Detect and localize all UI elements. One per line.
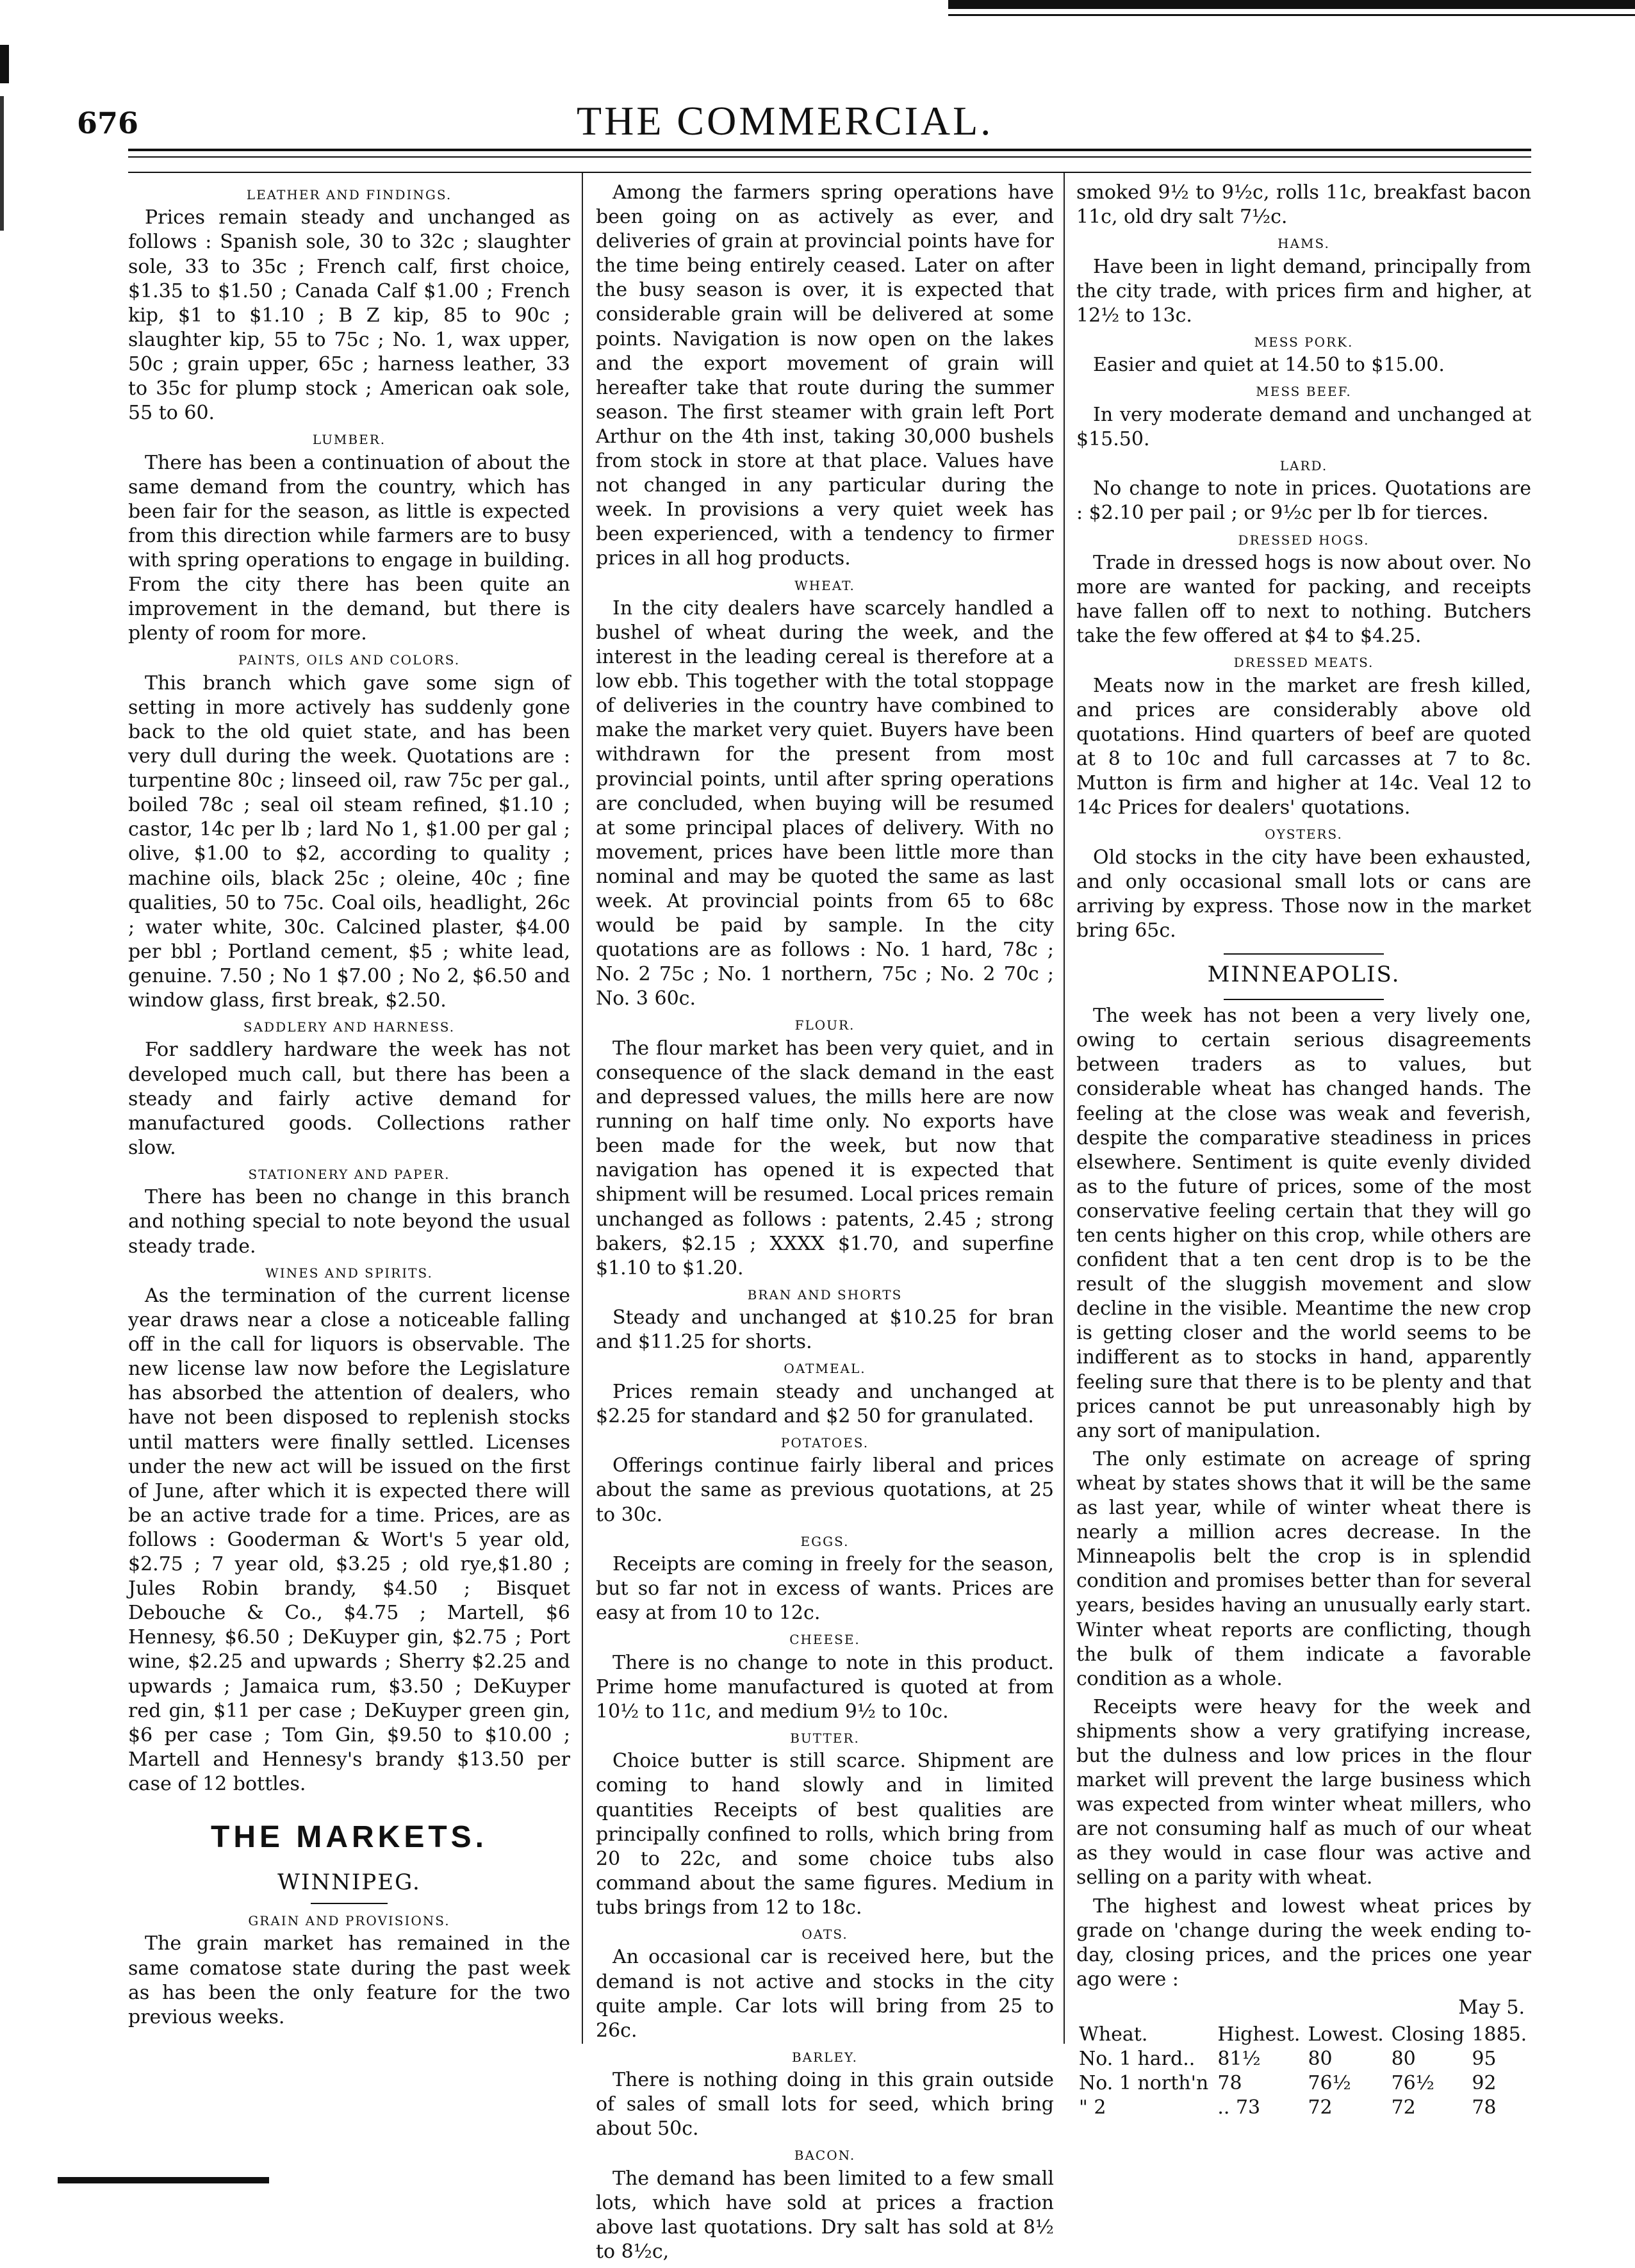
section-text: smoked 9½ to 9½c, rolls 11c, breakfast bacon 11c, old dry salt 7½c.: [1076, 181, 1531, 229]
binding-mark: [0, 45, 9, 83]
table-header-cell: Lowest.: [1308, 2023, 1384, 2046]
section-text: Trade in dressed hogs is now about over. No more are wanted for packing, and receipts have fallen off to next to nothing. Butchers take the few offered at $4 to $4.25.: [1076, 551, 1531, 648]
section-text: No change to note in prices. Quotations are : $2.10 per pail ; or 9½c per lb for tierces.: [1076, 477, 1531, 525]
section-text: Receipts are coming in freely for the season, but so far not in excess of wants. Prices are easy at from 10 to 12c.: [596, 1553, 1054, 1625]
section-rule: [1224, 999, 1384, 1000]
table-row: [1076, 2096, 1531, 2120]
section-heading: WINES AND SPIRITS.: [265, 1265, 433, 1281]
section-heading: OATMEAL.: [784, 1361, 866, 1377]
section-heading: BUTTER.: [790, 1730, 860, 1746]
column-divider: [1064, 173, 1065, 2044]
section-text: The week has not been a very lively one, owing to certain serious disagreements between traders as to values, but considerable wheat has changed hands. The feeling at the close was weak and feverish, despite the comparative steadiness in prices elsewhere. Sentiment is quite evenly divided as to the future of prices, some of the most conservative feeling certain that they will go ten cents higher on this crop, while others are confident that a ten cent drop is to be the result of the sluggish movement and slow decline in the visible. Meantime the new crop is getting closer and the world seems to be indifferent as to stocks in hand, apparently feeling sure that there is to be plenty and that prices cannot be put unreasonably high by any sort of manipulation.: [1076, 1005, 1531, 1442]
section-heading: HAMS.: [1278, 236, 1330, 252]
section-heading: DRESSED MEATS.: [1233, 655, 1374, 671]
section-heading: EGGS.: [800, 1533, 850, 1549]
table-cell: 78: [1472, 2096, 1497, 2119]
table-row: [1076, 2071, 1531, 2096]
section-heading: OATS.: [801, 1927, 848, 1943]
section-text: There has been no change in this branch and nothing special to note beyond the usual steady trade.: [128, 1186, 570, 1258]
city-heading-winnipeg: WINNIPEG.: [277, 1869, 421, 1895]
section-text: Among the farmers spring operations have been going on as actively as ever, and deliveries of grain at provincial points have for the time being entirely ceased. Later on after the busy season is over, it is expected that considerable grain will be delivered at some points. Navigation is now open on the lakes and the export movement of grain will hereafter take that route during the summer season. The first steamer with grain left Port Arthur on the 4th inst, taking 30,000 bushels from stock in store at that place. Values have not changed in any particular during the week. In provisions a very quiet week has been experienced, with a tendency to firmer prices in all hog products.: [596, 181, 1054, 570]
table-cell: 81½: [1217, 2048, 1261, 2071]
wheat-price-table: [1076, 2023, 1531, 2120]
section-heading: LEATHER AND FINDINGS.: [246, 187, 452, 202]
section-text: In very moderate demand and unchanged at $15.50.: [1076, 403, 1531, 450]
section-text: Receipts were heavy for the week and shipments show a very gratifying increase, but the dulness and low prices in the flour market will prevent the large business which was expected from winter wheat millers, who are not consuming half as much of our wheat as they would in case flour was active and selling on a parity with wheat.: [1076, 1695, 1531, 1889]
section-heading: CHEESE.: [789, 1632, 860, 1648]
section-text: The highest and lowest wheat prices by grade on 'change during the week ending to-day, closing prices, and the prices one year ago were :: [1076, 1894, 1531, 1991]
masthead-rule-thin: [128, 156, 1531, 158]
table-header-row: [1076, 2023, 1531, 2047]
section-text: Have been in light demand, principally from the city trade, with prices firm and higher, at 12½ to 13c.: [1076, 255, 1531, 327]
section-heading: STATIONERY AND PAPER.: [248, 1166, 450, 1182]
section-rule: [1224, 953, 1384, 955]
binding-edge: [0, 96, 4, 231]
table-header-cell: Closing: [1391, 2023, 1465, 2046]
table-cell: 92: [1472, 2072, 1497, 2095]
masthead-rule-thick: [128, 149, 1531, 151]
section-heading: BACON.: [794, 2148, 856, 2164]
top-edge-rule: [948, 0, 1635, 9]
table-cell: 78: [1217, 2072, 1242, 2095]
section-text: For saddlery hardware the week has not developed much call, but there has been a steady and fairly active demand for manufactured goods. Collections rather slow.: [128, 1039, 570, 1159]
section-text: The flour market has been very quiet, and in consequence of the slack demand in the east and depressed values, the mills here are now running on half time only. No exports have been made for the week, but now that navigation has opened it is expected that shipment will be resumed. Local prices remain unchanged as follows : patents, 2.45 ; strong bakers, $2.15 ; XXXX $1.70, and superfine $1.10 to $1.20.: [596, 1037, 1054, 1279]
section-text: Meats now in the market are fresh killed, and prices are considerably above old quotations. Hind quarters of beef are quoted at 8 to 10c and full carcasses at 7 to 8c. Mutton is firm and higher at 14c. Veal 12 to 14c Prices for dealers' quotations.: [1076, 674, 1531, 819]
markets-title: THE MARKETS.: [211, 1820, 488, 1854]
table-cell: .. 73: [1217, 2096, 1261, 2119]
section-heading: OYSTERS.: [1265, 826, 1343, 842]
column-divider: [582, 173, 583, 2044]
section-text: Prices remain steady and unchanged at $2.25 for standard and $2 50 for granulated.: [596, 1380, 1054, 1427]
section-heading: LUMBER.: [312, 432, 386, 448]
section-text: Steady and unchanged at $10.25 for bran and $11.25 for shorts.: [596, 1306, 1054, 1354]
column-middle: [596, 181, 1054, 2268]
section-heading: LARD.: [1279, 457, 1328, 473]
section-heading: GRAIN AND PROVISIONS.: [248, 1913, 450, 1929]
city-heading-minneapolis: MINNEAPOLIS.: [1207, 961, 1401, 987]
section-heading: MESS PORK.: [1254, 334, 1354, 350]
top-edge-thin-rule: [948, 14, 1635, 16]
table-cell: 76½: [1391, 2072, 1434, 2095]
section-heading: FLOUR.: [794, 1017, 855, 1033]
column-right: [1076, 181, 1531, 2120]
table-cell: No. 1 north'n: [1079, 2072, 1209, 2095]
section-text: Choice butter is still scarce. Shipment are coming to hand slowly and in limited quantities Receipts of best qualities are principally confined to rolls, which bring from 20 to 22c, and some choice tubs also command about the same figures. Medium in tubs brings from 12 to 18c.: [596, 1750, 1054, 1919]
table-cell: 95: [1472, 2048, 1497, 2071]
section-text: An occasional car is received here, but the demand is not active and stocks in the city quite ample. Car lots will bring from 25 to 26c.: [596, 1946, 1054, 2042]
section-heading: POTATOES.: [780, 1434, 869, 1450]
section-text: There has been a continuation of about the same demand from the country, which has been fair for the season, as little is expected from this direction while farmers are to busy with spring operations to engage in building. From the city there has been quite an improvement in the demand, but there is plenty of room for more.: [128, 451, 570, 645]
table-row: [1076, 2047, 1531, 2071]
section-heading: BRAN AND SHORTS: [747, 1286, 903, 1302]
table-cell: 80: [1391, 2048, 1416, 2071]
section-heading: MESS BEEF.: [1256, 384, 1352, 400]
table-header-cell: Wheat.: [1079, 2023, 1148, 2046]
section-heading: SADDLERY AND HARNESS.: [243, 1019, 456, 1035]
column-top-rule: [128, 172, 1531, 173]
section-text: There is no change to note in this product. Prime home manufactured is quoted at from 10½ to 11c, and medium 9½ to 10c.: [596, 1651, 1054, 1723]
section-text: Old stocks in the city have been exhausted, and only occasional small lots or cans are arriving by express. Those now in the market bring 65c.: [1076, 846, 1531, 942]
section-heading: PAINTS, OILS AND COLORS.: [238, 652, 461, 668]
section-text: The demand has been limited to a few small lots, which have sold at prices a fraction above last quotations. Dry salt has sold at 8½ to 8½c,: [596, 2167, 1054, 2264]
table-cell: 72: [1308, 2096, 1333, 2119]
table-cell: 76½: [1308, 2072, 1351, 2095]
section-heading: BARLEY.: [791, 2049, 859, 2065]
section-text: In the city dealers have scarcely handled a bushel of wheat during the week, and the interest in the leading cereal is therefore at a low ebb. This together with the total stoppage of deliveries in the country have combined to make the market very quiet. Buyers have been withdrawn for the present from most provincial points, until after spring operations are concluded, when buying will be resumed at some principal places of delivery. With no movement, prices have been little more than nominal and may be quoted the same as last week. At provincial points from 65 to 68c would be paid by sample. In the city quotations are as follows : No. 1 hard, 78c ; No. 2 75c ; No. 1 northern, 75c ; No. 2 70c ; No. 3 60c.: [596, 596, 1054, 1010]
section-text: Prices remain steady and unchanged as follows : Spanish sole, 30 to 32c ; slaughter sole, 33 to 35c ; French calf, first choice, $1.35 to $1.50 ; Canada Calf $1.00 ; French kip, $1 to $1.10 ; B Z kip, 85 to 90c ; slaughter kip, 55 to 75c ; No. 1, wax upper, 50c ; grain upper, 65c ; harness leather, 33 to 35c for plump stock ; American oak sole, 55 to 60.: [128, 206, 570, 425]
section-text: This branch which gave some sign of setting in more actively has suddenly gone back to the old quiet state, and has been very dull during the week. Quotations are : turpentine 80c ; linseed oil, raw 75c per gal., boiled 78c ; seal oil steam refined, $1.10 ; castor, 14c per lb ; lard No 1, $1.00 per gal ; olive, $1.00 to $2, according to quality ; machine oils, black 25c ; oleine, 40c ; fine qualities, 50 to 75c. Coal oils, headlight, 26c ; water white, 30c. Calcined plaster, $4.00 per bbl ; Portland cement, $5 ; white lead, genuine. 7.50 ; No 1 $7.00 ; No 2, $6.50 and window glass, first break, $2.50.: [128, 671, 570, 1012]
masthead-title: THE COMMERCIAL.: [577, 98, 994, 144]
table-cell: No. 1 hard..: [1079, 2048, 1195, 2071]
section-text: The grain market has remained in the same comatose state during the past week as has been the only feature for the two previous weeks.: [128, 1932, 570, 2028]
table-header-cell: 1885.: [1472, 2023, 1527, 2046]
section-rule: [311, 1903, 388, 1904]
table-cell: " 2: [1079, 2096, 1106, 2119]
table-header-cell: Highest.: [1217, 2023, 1301, 2046]
section-text: As the termination of the current license year draws near a close a noticeable falling off in the call for liquors is observable. The new license law now before the Legislature has absorbed the attention of dealers, who have not been disposed to replenish stocks until matters were finally settled. Licenses under the new act will be issued on the first of June, after which it is expected there will be an active trade for a time. Prices, are as follows : Gooderman & Wort's 5 year old, $2.75 ; 7 year old, $3.25 ; old rye,$1.80 ; Jules Robin brandy, $4.50 ; Bisquet Debouche & Co., $4.75 ; Martell, $6 Hennesy, $6.50 ; DeKuyper gin, $2.75 ; Port wine, $2.25 and upwards ; Sherry $2.25 and upwards ; Jamaica rum, $3.50 ; DeKuyper red gin, $11 per case ; DeKuyper green gin, $6 per case ; Tom Gin, $9.50 to $10.00 ; Martell and Hennesy's brandy $13.50 per case of 12 bottles.: [128, 1285, 570, 1795]
table-cell: 72: [1391, 2096, 1416, 2119]
section-text: There is nothing doing in this grain outside of sales of small lots for seed, which bring about 50c.: [596, 2069, 1054, 2141]
section-text: Offerings continue fairly liberal and prices about the same as previous quotations, at 25 to 30c.: [596, 1454, 1054, 1526]
dateline: May 5.: [1458, 1996, 1525, 2019]
column-left: [128, 181, 570, 2034]
page-number: 676: [77, 106, 139, 140]
table-cell: 80: [1308, 2048, 1333, 2071]
bottom-edge-mark: [58, 2177, 269, 2183]
section-heading: WHEAT.: [794, 577, 855, 593]
section-text: Easier and quiet at 14.50 to $15.00.: [1093, 354, 1445, 377]
section-heading: DRESSED HOGS.: [1238, 532, 1370, 548]
section-text: The only estimate on acreage of spring wheat by states shows that it will be the same as last year, while of winter wheat there is nearly a million acres decrease. In the Minneapolis belt the crop is in splendid condition and promises better than for several years, besides having an unusually early start. Winter wheat reports are conflicting, though the bulk of them indicate a favorable condition as a whole.: [1076, 1447, 1531, 1690]
